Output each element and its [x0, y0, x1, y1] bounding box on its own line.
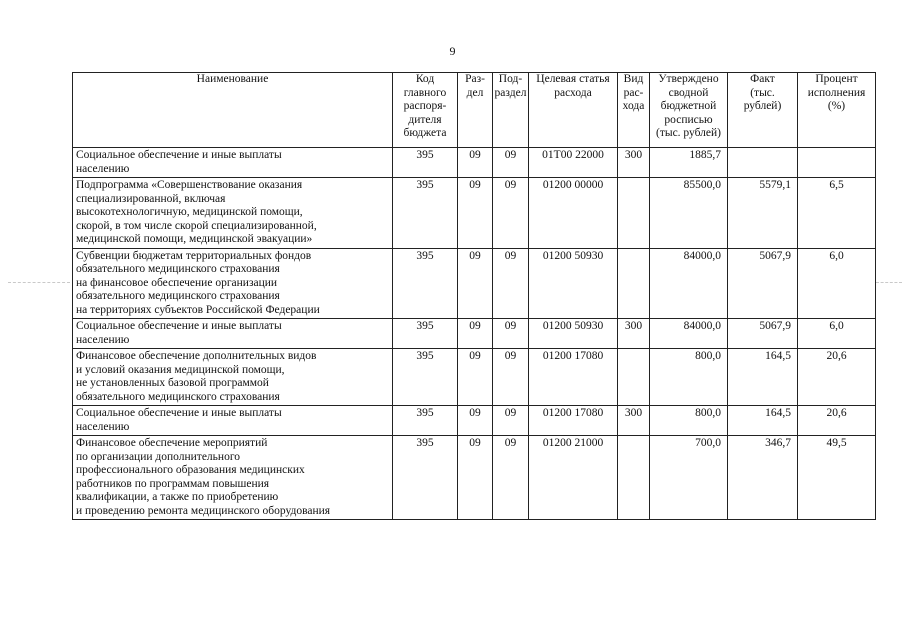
cell-code: 395: [393, 406, 458, 436]
scan-artifact-right: [876, 282, 902, 283]
header-percent: Процент исполнения (%): [798, 73, 876, 148]
cell-percent: 6,0: [798, 319, 876, 349]
table-row: [73, 436, 876, 520]
cell-name: Финансовое обеспечение дополнительных видов и условий оказания медицинской помощи, не установленных базовой программой обязательного медицинского страхования: [73, 349, 393, 406]
cell-code: 395: [393, 349, 458, 406]
header-approved: Утверждено сводной бюджетной росписью (тыс. рублей): [650, 73, 728, 148]
cell-fact: 346,7: [728, 436, 798, 520]
cell-target: 01200 17080: [529, 349, 618, 406]
table-row: [73, 319, 876, 349]
cell-approved: 800,0: [650, 406, 728, 436]
cell-approved: 85500,0: [650, 178, 728, 249]
cell-fact: 164,5: [728, 349, 798, 406]
header-section: Раз- дел: [458, 73, 493, 148]
cell-code: 395: [393, 436, 458, 520]
header-target: Целевая статья расхода: [529, 73, 618, 148]
header-name: Наименование: [73, 73, 393, 148]
cell-section: 09: [458, 319, 493, 349]
table-row: [73, 148, 876, 178]
table-row: [73, 248, 876, 319]
cell-name: Финансовое обеспечение мероприятий по организации дополнительного профессионального образования медицинских работников по программам повышения квалификации, а также по приобретению и проведению ремонта медицинского оборудования: [73, 436, 393, 520]
cell-kind: 300: [618, 148, 650, 178]
scan-artifact-left: [8, 282, 70, 283]
cell-subsection: 09: [493, 148, 529, 178]
cell-section: 09: [458, 148, 493, 178]
cell-approved: 1885,7: [650, 148, 728, 178]
cell-subsection: 09: [493, 436, 529, 520]
cell-kind: [618, 436, 650, 520]
budget-execution-table: [72, 72, 876, 520]
cell-kind: 300: [618, 319, 650, 349]
cell-percent: [798, 148, 876, 178]
cell-subsection: 09: [493, 349, 529, 406]
cell-percent: 6,0: [798, 248, 876, 319]
cell-name: Социальное обеспечение и иные выплаты населению: [73, 148, 393, 178]
cell-section: 09: [458, 349, 493, 406]
table-row: [73, 349, 876, 406]
cell-fact: 164,5: [728, 406, 798, 436]
cell-section: 09: [458, 248, 493, 319]
cell-name: Субвенции бюджетам территориальных фондов обязательного медицинского страхования на финансовое обеспечение организации обязательного медицинского страхования на территориях субъектов Российской Федерации: [73, 248, 393, 319]
cell-code: 395: [393, 248, 458, 319]
cell-code: 395: [393, 319, 458, 349]
cell-fact: 5067,9: [728, 319, 798, 349]
cell-percent: 6,5: [798, 178, 876, 249]
cell-percent: 20,6: [798, 406, 876, 436]
cell-kind: [618, 178, 650, 249]
cell-fact: 5067,9: [728, 248, 798, 319]
cell-approved: 700,0: [650, 436, 728, 520]
header-fact: Факт (тыс. рублей): [728, 73, 798, 148]
cell-subsection: 09: [493, 406, 529, 436]
cell-approved: 84000,0: [650, 248, 728, 319]
cell-code: 395: [393, 148, 458, 178]
cell-subsection: 09: [493, 178, 529, 249]
table-row: [73, 406, 876, 436]
cell-name: Подпрограмма «Совершенствование оказания специализированной, включая высокотехнологичную, медицинской помощи, скорой, в том числе скорой специализированной, медицинской помощи, медицинской эвакуации»: [73, 178, 393, 249]
cell-section: 09: [458, 406, 493, 436]
cell-kind: 300: [618, 406, 650, 436]
cell-code: 395: [393, 178, 458, 249]
cell-target: 01200 17080: [529, 406, 618, 436]
header-kind: Вид рас- хода: [618, 73, 650, 148]
cell-approved: 800,0: [650, 349, 728, 406]
cell-percent: 49,5: [798, 436, 876, 520]
cell-name: Социальное обеспечение и иные выплаты населению: [73, 406, 393, 436]
table-row: [73, 178, 876, 249]
cell-fact: [728, 148, 798, 178]
header-subsection: Под- раздел: [493, 73, 529, 148]
cell-target: 01Т00 22000: [529, 148, 618, 178]
cell-name: Социальное обеспечение и иные выплаты населению: [73, 319, 393, 349]
page-number: 9: [449, 44, 456, 58]
cell-section: 09: [458, 436, 493, 520]
cell-approved: 84000,0: [650, 319, 728, 349]
table-header-row: [73, 73, 876, 148]
cell-subsection: 09: [493, 319, 529, 349]
cell-percent: 20,6: [798, 349, 876, 406]
cell-kind: [618, 349, 650, 406]
cell-target: 01200 21000: [529, 436, 618, 520]
cell-fact: 5579,1: [728, 178, 798, 249]
cell-subsection: 09: [493, 248, 529, 319]
header-code: Код главного распоря- дителя бюджета: [393, 73, 458, 148]
cell-kind: [618, 248, 650, 319]
cell-target: 01200 50930: [529, 319, 618, 349]
cell-target: 01200 00000: [529, 178, 618, 249]
cell-section: 09: [458, 178, 493, 249]
cell-target: 01200 50930: [529, 248, 618, 319]
